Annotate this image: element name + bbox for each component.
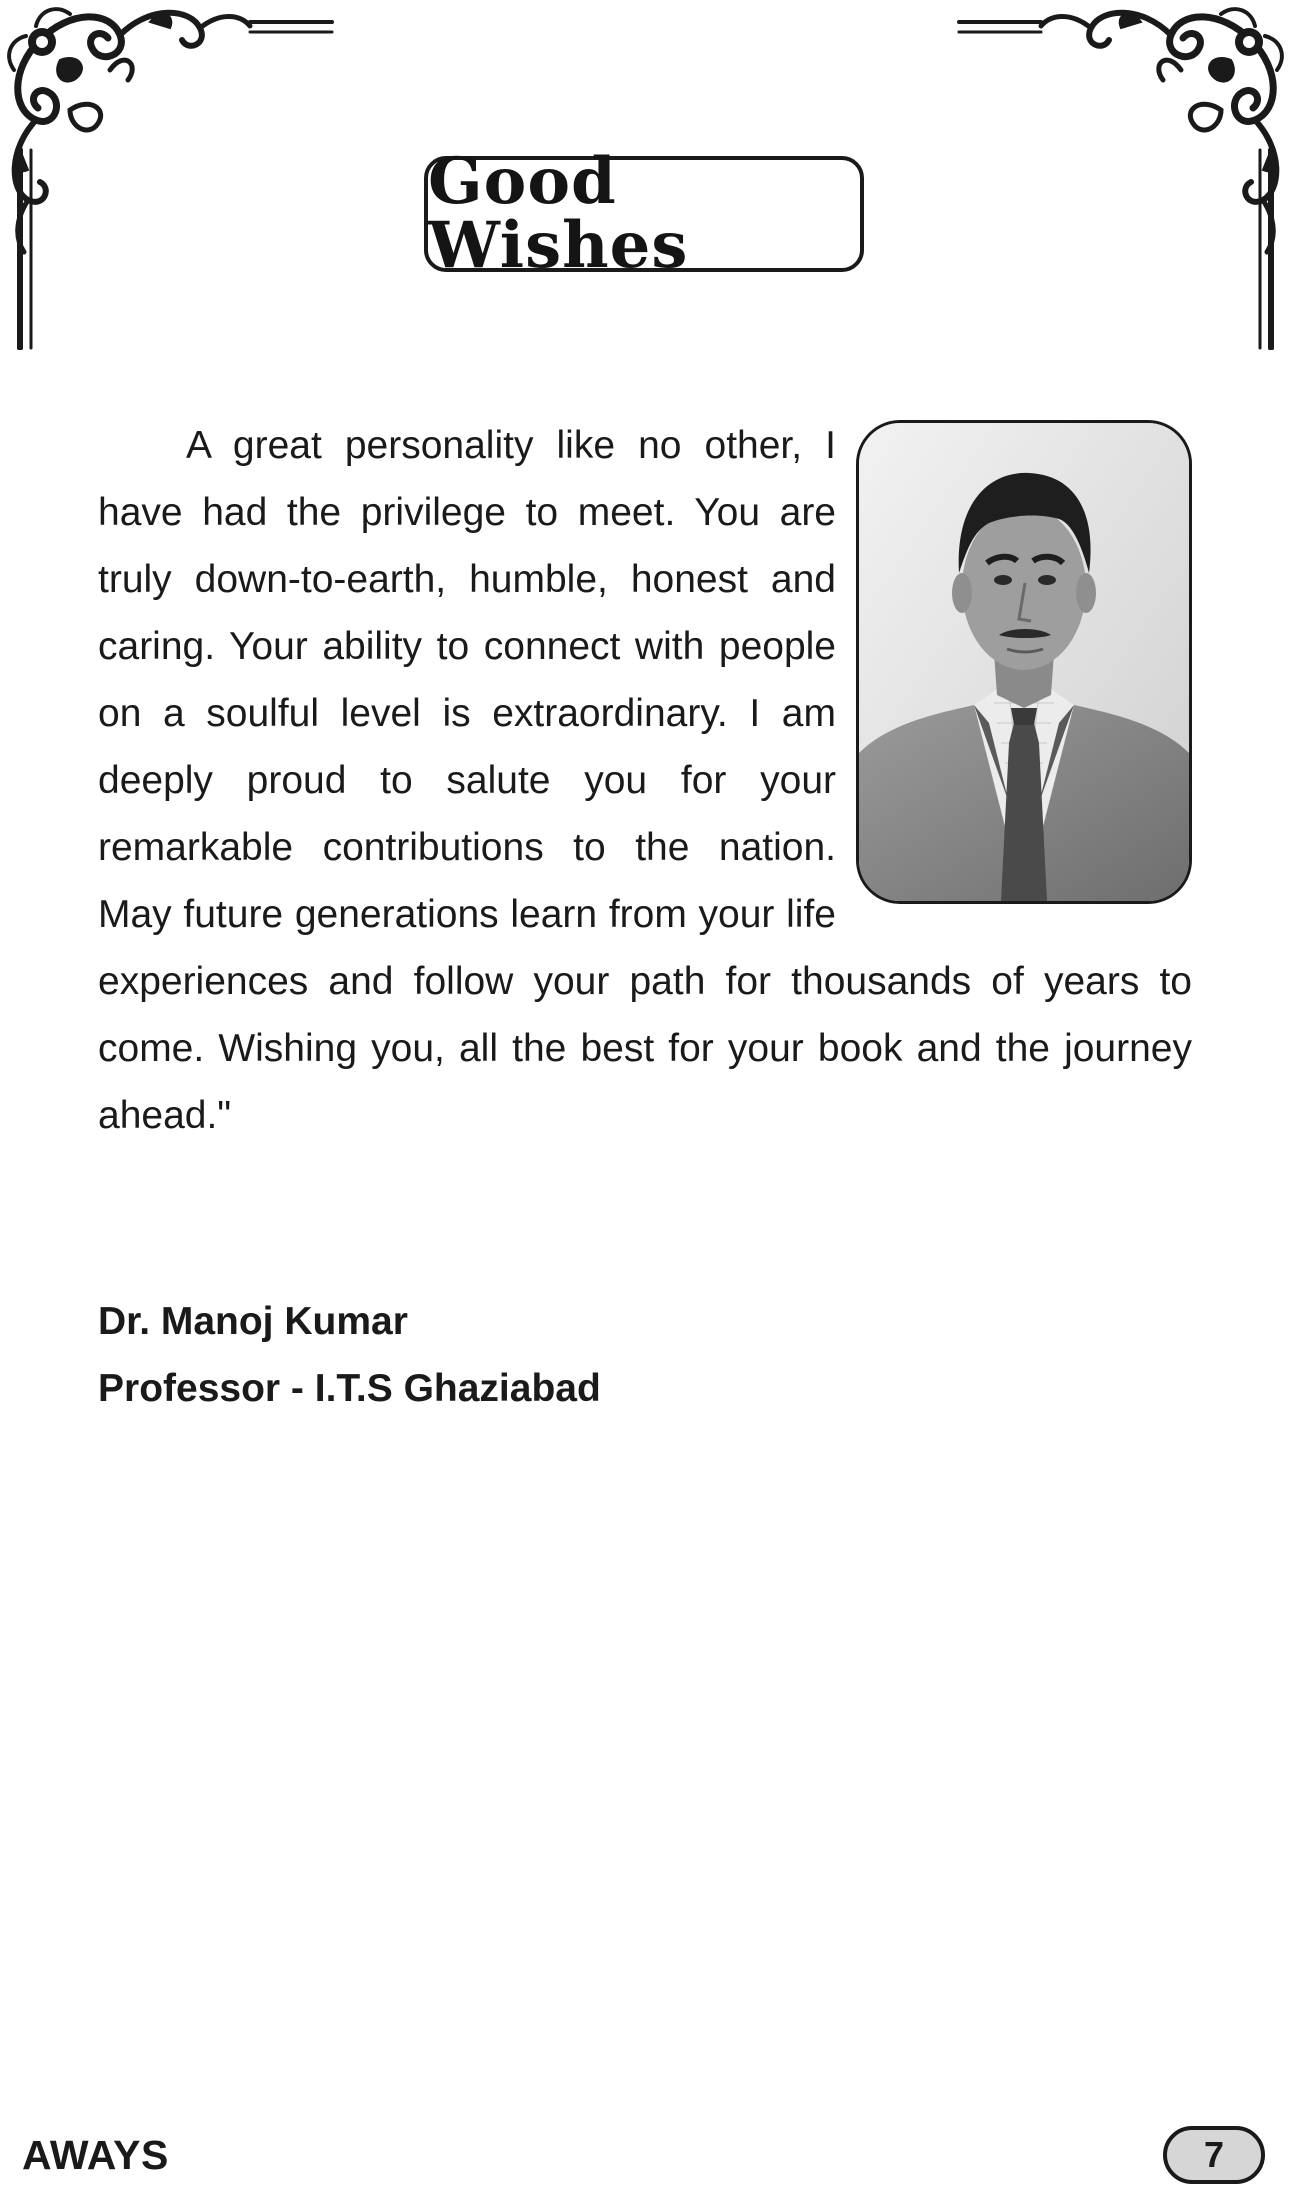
floral-corner-ornament-icon	[0, 0, 340, 350]
signature-block	[98, 1288, 601, 1422]
floral-corner-ornament-icon	[951, 0, 1291, 350]
footer-book-title: AWAYS	[22, 2132, 169, 2178]
portrait-photo	[856, 420, 1192, 904]
message-text: A great personality like no other, I have had the privilege to meet. You are truly down-to-earth, humble, honest and caring. Your ability to connect with people on a soulful level is extraordinary. I am deeply proud to salute you for your remarkable contributions to the nation. May future generations learn from your life experiences and follow your path for thousands of years to come. Wishing you, all the best for your book and the journey ahead."	[98, 424, 1192, 1137]
signatory-designation: Professor - I.T.S Ghaziabad	[98, 1367, 601, 1410]
signatory-name: Dr. Manoj Kumar	[98, 1300, 408, 1343]
page-title: Good Wishes	[428, 144, 689, 283]
page-number-badge	[1163, 2126, 1265, 2184]
title-frame	[424, 144, 864, 283]
page-number: 7	[1203, 2134, 1225, 2175]
message-section	[98, 412, 1192, 1149]
